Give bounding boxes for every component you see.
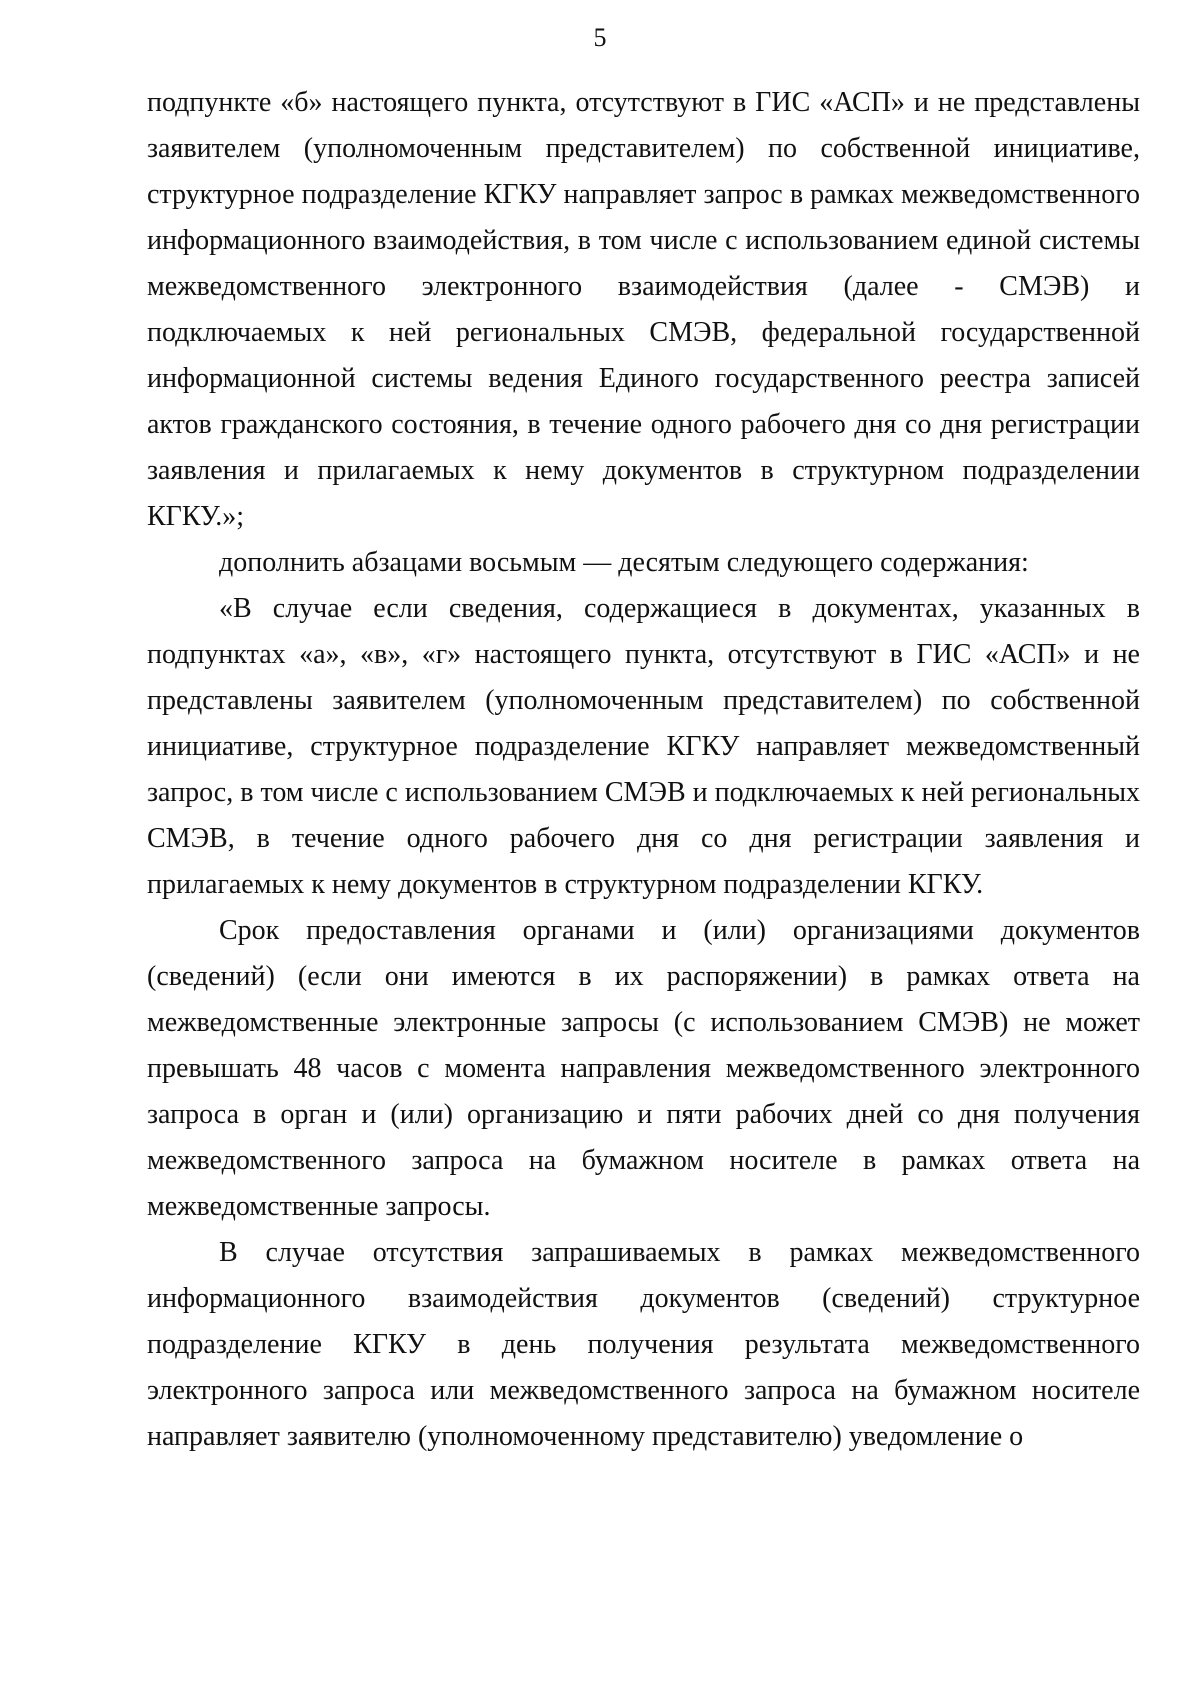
paragraph-continuation: подпункте «б» настоящего пункта, отсутствуют в ГИС «АСП» и не представлены заявителем (уполномоченным представителем) по собственной инициативе, структурное подразделение КГКУ направляет запрос в рамках межведомственного информационного взаимодействия, в том числе с использованием единой системы межведомственного электронного взаимодействия (далее - СМЭВ) и подключаемых к ней региональных СМЭВ, федеральной государственной информационной системы ведения Единого государственного реестра записей актов гражданского состояния, в течение одного рабочего дня со дня регистрации заявления и прилагаемых к нему документов в структурном подразделении КГКУ.»;	[147, 87, 1140, 532]
paragraph-missing-documents: В случае отсутствия запрашиваемых в рамках межведомственного информационного взаимодействия документов (сведений) структурное подразделение КГКУ в день получения результата межведомственного электронного запроса или межведомственного запроса на бумажном носителе направляет заявителю (уполномоченному представителю) уведомление о	[147, 1237, 1140, 1452]
paragraph-response-deadline: Срок предоставления органами и (или) организациями документов (сведений) (если они имеются в их распоряжении) в рамках ответа на межведомственные электронные запросы (с использованием СМЭВ) не может превышать 48 часов с момента направления межведомственного электронного запроса в орган и (или) организацию и пяти рабочих дней со дня получения межведомственного запроса на бумажном носителе в рамках ответа на межведомственные запросы.	[147, 915, 1140, 1222]
page-number: 5	[593, 23, 607, 52]
document-body	[147, 80, 1140, 1460]
paragraph-amendment-instruction: дополнить абзацами восьмым — десятым следующего содержания:	[219, 547, 1029, 578]
paragraph-interagency-request: «В случае если сведения, содержащиеся в документах, указанных в подпунктах «а», «в», «г» настоящего пункта, отсутствуют в ГИС «АСП» и не представлены заявителем (уполномоченным представителем) по собственной инициативе, структурное подразделение КГКУ направляет межведомственный запрос, в том числе с использованием СМЭВ и подключаемых к ней региональных СМЭВ, в течение одного рабочего дня со дня регистрации заявления и прилагаемых к нему документов в структурном подразделении КГКУ.	[147, 593, 1141, 900]
